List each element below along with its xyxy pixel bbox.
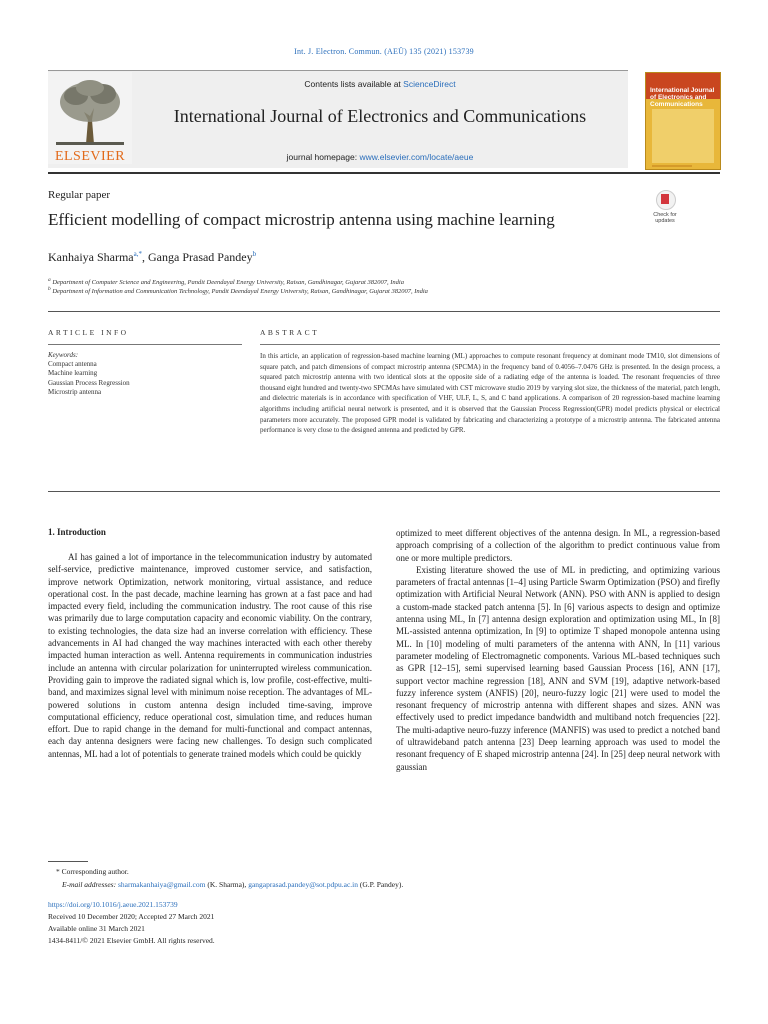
body-column-left	[48, 551, 372, 760]
contents-prefix: Contents lists available at	[304, 79, 404, 89]
check-updates-label: Check for updates	[653, 212, 677, 224]
bookmark-icon	[661, 194, 669, 204]
section-divider	[48, 311, 720, 312]
affiliation-text: Department of Information and Communication Technology, Pandit Deendayal Energy University, Raisan, Gandhinagar, Gujarat 382007, India	[52, 288, 428, 296]
keyword: Gaussian Process Regression	[48, 378, 130, 387]
article-info-rule	[48, 344, 242, 345]
journal-homepage-line	[140, 152, 620, 162]
elsevier-logo	[48, 72, 132, 164]
email-owner: (G.P. Pandey).	[357, 880, 404, 889]
cover-title: International Journal of Electronics and Communications	[650, 87, 715, 108]
elsevier-wordmark: ELSEVIER	[54, 149, 126, 164]
affiliation-b	[48, 286, 428, 295]
author-separator: ,	[142, 250, 148, 264]
paper-title: Efficient modelling of compact microstrip antenna using machine learning	[48, 210, 555, 229]
affiliation-text: Department of Computer Science and Engineering, Pandit Deendayal Energy University, Raisan, Gandhinagar, Gujarat 382007, India	[52, 279, 404, 287]
affiliation-marker: b	[48, 286, 51, 292]
header-top-rule	[48, 70, 628, 71]
affiliation-marker: a	[48, 277, 51, 283]
corresponding-author-note: * Corresponding author.	[56, 867, 129, 876]
body-paragraph: AI has gained a lot of importance in the telecommunication industry by automated self-service, predictive maintenance, improved customer service, and satisfaction, improve network Optimization, network monitoring, virtual assistance, and reduce operational cost. In the past decade, machine learning has grown at a fast pace and had impacted every field, including the communication industry. The root cause of this rise was primarily due to large computation capacity and economic viability. On the contrary, to existing technologies, the data size had an inverse correlation with efficiency. These advancements in AI had changed the way machines interacted with each other thereby impacted human interaction as well. Antenna requirements in communication industries include an antenna with circular polarization for uninterrupted wireless communication. Providing gain to improve the radiated signal which is, low profile, cost-effective, multi-band, and maximizes signal level with minimum noise reception. The advantages of ML-powered solutions in custom antenna design included time-saving, improve computational efficiency, reduce operational cost, simulation time, and reduces human effort. Due to rapid change in the demand for multi-functional and compact antennas, each day antenna designers were facing new challenges. To design such complicated antennas, ML had a lot of potentials to generate trained models which could be quickly	[48, 552, 372, 759]
author-name[interactable]: Kanhaiya Sharma	[48, 250, 134, 264]
keyword: Microstrip antenna	[48, 387, 102, 396]
email-link[interactable]: sharmakanhaiya@gmail.com	[117, 880, 206, 889]
copyright-line: 1434-8411/© 2021 Elsevier GmbH. All rights reserved.	[48, 936, 215, 945]
email-owner: (K. Sharma),	[205, 880, 249, 889]
keywords-block	[48, 351, 242, 397]
check-for-updates-badge[interactable]	[645, 190, 685, 232]
contents-line	[140, 79, 620, 89]
author-list	[48, 250, 256, 265]
email-addresses	[62, 880, 403, 889]
email-label: E-mail addresses:	[62, 880, 117, 889]
journal-citation[interactable]: Int. J. Electron. Commun. (AEÜ) 135 (2021) 153739	[294, 47, 474, 56]
journal-homepage-link[interactable]: www.elsevier.com/locate/aeue	[359, 152, 474, 162]
abstract-rule	[260, 344, 720, 345]
body-paragraph: optimized to meet different objectives of the antenna design. In ML, a regression-based approach comprising of a collection of the algorithm to predict continuous value from one or more multiple predictors.	[396, 528, 720, 563]
sciencedirect-link[interactable]: ScienceDirect	[403, 79, 456, 89]
footnote-rule	[48, 861, 88, 862]
body-paragraph: Existing literature showed the use of ML in predicting, and optimizing various parameters of fractal antennas [1–4] using Particle Swarm Optimization (PSO) and firefly optimization with Artificial Neural Network (ANN). PSO with ANN is applied to design a custom-made stacked patch antenna [5]. In [6] various aspects to design and optimize antenna using ML, In [7] antenna design exploration and optimization using ML, In [8] ML-assisted antenna optimization, In [9] to optimize T shaped monopole antenna using ML. In [10] modeling of multi parameters of the antenna with ANN, In [11] various parameter modeling of Electromagnetic components. Various ML-based techniques such as GPR [12–15], semi supervised learning based Gaussian Process [16], ANN [17], support vector machine regression [18], ANN and SVM [19], adaptive network-based fuzzy inference system (ANFIS) [20], neuro-fuzzy logic [21] were used to model the resonant frequency of microstrip antenna with different shapes and sizes. ANN was effectively used to predict impedance bandwidth and multiband notch frequencies [22]. The multi-adaptive neuro-fuzzy inference (MANFIS) was used to predict a notched band of ultrawideband patch antenna [23] Deep learning approach was used to model the resonant frequency of E shaped microstrip antenna [24]. In [25] deep neural network with gaussian	[396, 564, 720, 772]
section-divider	[48, 491, 720, 492]
header-bottom-rule	[48, 172, 720, 174]
journal-cover-thumbnail[interactable]	[645, 72, 721, 170]
section-heading-introduction: 1. Introduction	[48, 527, 106, 537]
body-column-right	[396, 527, 720, 773]
cover-line	[652, 165, 692, 167]
abstract-heading: ABSTRACT	[260, 328, 320, 337]
journal-title: International Journal of Electronics and Communications	[173, 106, 587, 126]
elsevier-tree-icon	[48, 72, 132, 164]
homepage-prefix: journal homepage:	[286, 152, 360, 162]
doi-link[interactable]: https://doi.org/10.1016/j.aeue.2021.153739	[48, 900, 178, 909]
abstract-text: In this article, an application of regression-based machine learning (ML) approaches to compute resonant frequency at dominant mode TM10, slot dimensions of square patch, and patch dimensions of compact microstrip antenna (SPCMA) in the frequency band of 0.4056–7.0476 GHz is presented. In the design process, a squared patch microstrip antenna with two identical slots at the opposite side of a radiating edge of the antenna is loaded. The resonant frequencies of three thousand eight hundred and twenty-two SPCMAs have simulated with CST microwave studio 2019 by varying slot size, the thickness of the material, patch length, and dielectric materials is in accordance with specification of VHF, ULF, L, S, and C band applications. A comparison of 20 regression-based machine learning algorithms including artificial neural network is presented, and it is observed that the Gaussian Process Regression(GPR) model predicts physical or electrical parameters more accurately. The proposed GPR model is validated by fabricating and characterizing a prototype of a microstrip antenna. The fabricated antenna performance is very close to the designed antenna and predicted by GPR.	[260, 352, 720, 435]
author-name[interactable]: Ganga Prasad Pandey	[148, 250, 253, 264]
keywords-label: Keywords:	[48, 351, 79, 359]
author-affiliation-marker[interactable]: a,*	[133, 250, 142, 258]
affiliation-a	[48, 277, 404, 286]
keyword: Machine learning	[48, 369, 98, 378]
cover-image	[652, 109, 714, 163]
author-affiliation-marker[interactable]: b	[252, 250, 257, 258]
email-link[interactable]: gangaprasad.pandey@sot.pdpu.ac.in	[248, 880, 358, 889]
article-info-heading: ARTICLE INFO	[48, 328, 129, 337]
online-date: Available online 31 March 2021	[48, 924, 145, 933]
received-dates: Received 10 December 2020; Accepted 27 March 2021	[48, 912, 215, 921]
keyword: Compact antenna	[48, 360, 97, 369]
paper-type: Regular paper	[48, 189, 110, 201]
